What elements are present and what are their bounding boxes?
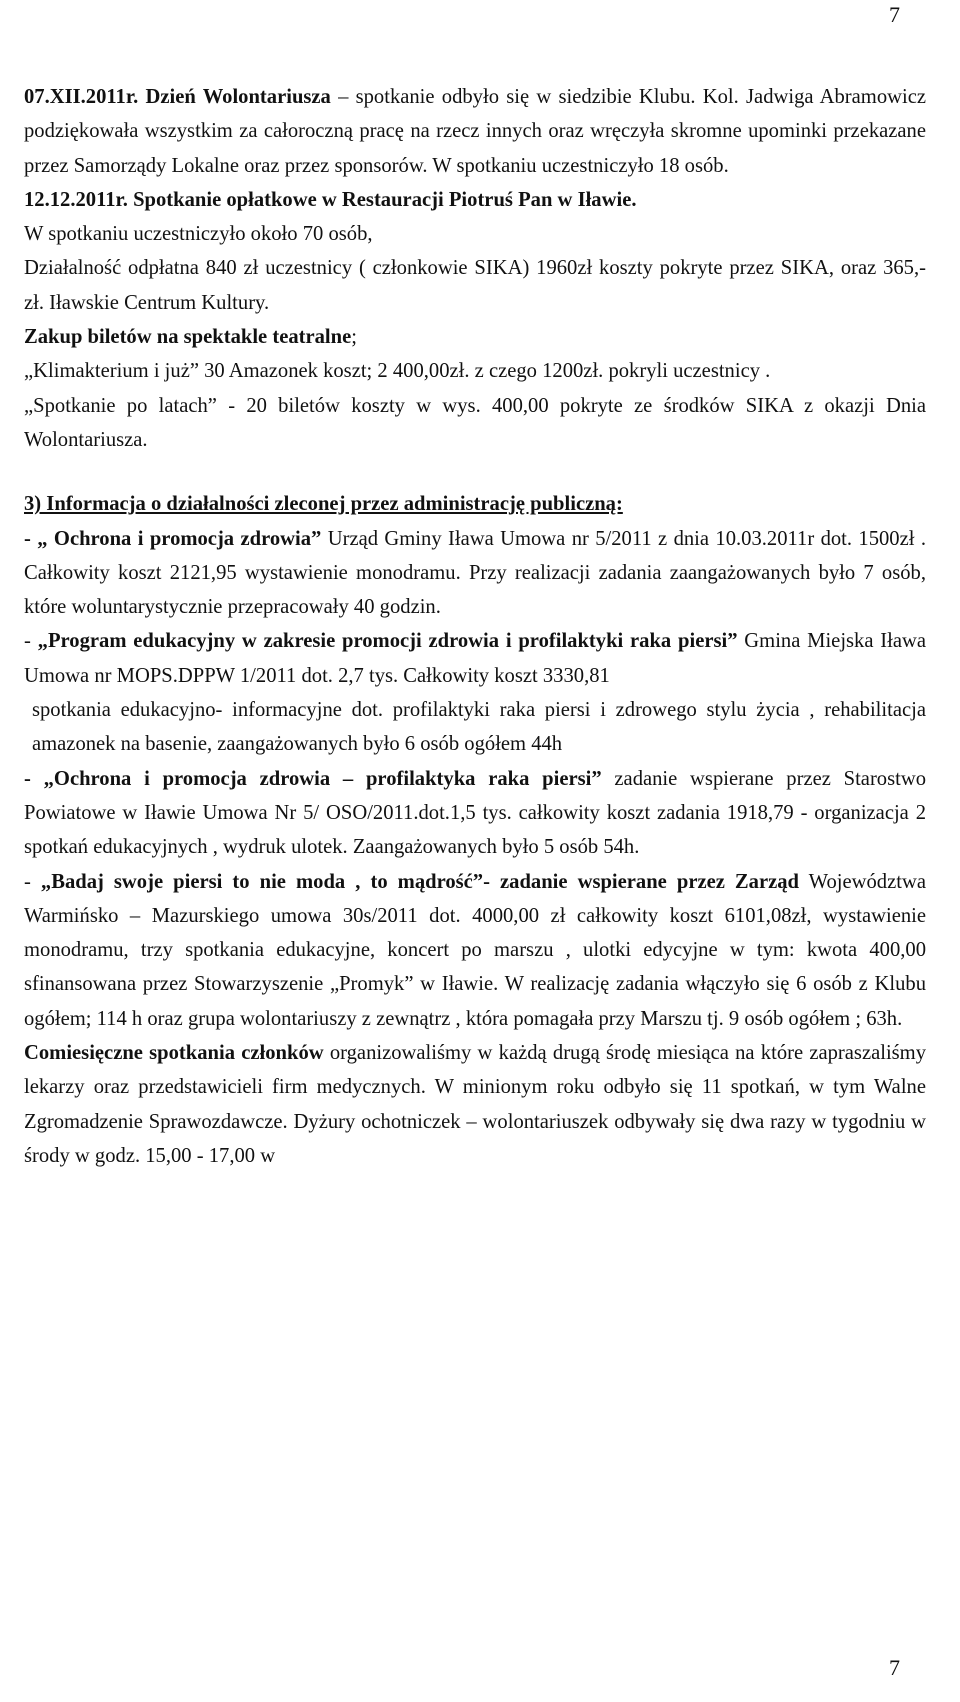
event-date: 07.XII.2011r.: [24, 86, 139, 108]
item2-text: Gmina Miejska Iława Umowa nr MOPS.DPPW 1/2011 dot. 2,7 tys. Całkowity koszt 3330,81: [24, 630, 927, 687]
event-description: – spotkanie odbyło się w siedzibie Klubu. Kol. Jadwiga Abramowicz podziękowała wszystkim za całoroczną pracę na rzecz innych oraz wręczyła skromne upominki przekazane przez Samorządy Lokalne oraz przez sponsorów. W spotkaniu uczestniczyło 18 osób.: [24, 86, 926, 177]
paragraph-item4: [24, 865, 926, 1036]
page-number-bottom: 7: [889, 1655, 900, 1680]
item3-title: „Ochrona i promocja zdrowia – profilaktyka raka piersi”: [43, 767, 602, 790]
monthly-meetings-text: organizowaliśmy w każdą drugą środę miesiąca na które zapraszaliśmy lekarzy oraz przedstawicieli firm medycznych. W minionym roku odbyło się 11 spotkań, w tym Walne Zgromadzenie Sprawozdawcze. Dyżury ochotniczek – wolontariuszek odbywały się dwa razy w tygodniu w środy w godz. 15,00 - 17,00 w: [24, 1042, 926, 1167]
spacer: [24, 457, 926, 487]
item1-text: Urząd Gminy Iława Umowa nr 5/2011 z dnia 10.03.2011r dot. 1500zł . Całkowity koszt 2121,95 wystawienie monodramu. Przy realizacji zadania zaangażowanych było 7 osób, które woluntarystycznie przepracowały 40 godzin.: [24, 527, 926, 619]
item4-prefix: -: [24, 870, 41, 893]
item3-prefix: -: [24, 767, 44, 790]
paragraph-tickets-spotkanie: „Spotkanie po latach” - 20 biletów koszty w wys. 400,00 pokryte ze środków SIKA z okazji Dnia Wolontariusza.: [24, 394, 926, 451]
document-body: [24, 80, 926, 1173]
paragraph-item3: [24, 762, 926, 865]
paragraph-attendance: W spotkaniu uczestniczyło około 70 osób,: [24, 223, 373, 246]
monthly-meetings-title: Comiesięczne spotkania członków: [24, 1042, 324, 1065]
section3-heading-line: [24, 487, 926, 521]
section3-heading: 3) Informacja o działalności zleconej przez administrację publiczną:: [24, 493, 623, 516]
paragraph-item2-continued: spotkania edukacyjno- informacyjne dot. profilaktyki raka piersi i zdrowego stylu życia , rehabilitacja amazonek na basenie, zaangażowanych było 6 osób ogółem 44h: [32, 699, 926, 756]
tickets-heading-suffix: ;: [351, 326, 357, 349]
event-title: Dzień Wolontariusza: [145, 86, 331, 108]
paragraph-tickets-heading: [24, 320, 926, 354]
item2-title: „Program edukacyjny w zakresie promocji zdrowia i profilaktyki raka piersi”: [37, 630, 738, 653]
item1-prefix: -: [24, 527, 38, 550]
item4-title: „Badaj swoje piersi to nie moda , to mądrość”- zadanie wspierane przez Zarząd: [40, 870, 799, 893]
page-number-top: 7: [889, 2, 900, 27]
christmas-meeting-heading: 12.12.2011r. Spotkanie opłatkowe w Restauracji Piotruś Pan w Iławie.: [24, 188, 637, 211]
item1-title: „ Ochrona i promocja zdrowia”: [37, 527, 322, 550]
item2-prefix: -: [24, 630, 38, 653]
item3-text: zadanie wspierane przez Starostwo Powiatowe w Iławie Umowa Nr 5/ OSO/2011.dot.1,5 tys. całkowity koszt zadania 1918,79 - organizacja 2 spotkań edukacyjnych , wydruk ulotek. Zaangażowanych było 5 osób 54h.: [24, 767, 927, 859]
paragraph-tickets-klimakterium: „Klimakterium i już” 30 Amazonek koszt; 2 400,00zł. z czego 1200zł. pokryli uczestnicy .: [24, 360, 771, 383]
paragraph-volunteer-day: [24, 80, 926, 183]
paragraph-item2: [24, 624, 926, 693]
paragraph-item1: [24, 522, 926, 625]
item4-text: Województwa Warmińsko – Mazurskiego umowa 30s/2011 dot. 4000,00 zł całkowity koszt 6101,08zł, wystawienie monodramu, trzy spotkania edukacyjne, koncert po marszu , ulotki edycyjne w tym: kwota 400,00 sfinansowana przez Stowarzyszenie „Promyk” w Iławie. W realizację zadania włączyło się 6 osób z Klubu ogółem; 114 h oraz grupa wolontariuszy z zewnątrz , która pomagała przy Marszu tj. 9 osób ogółem ; 63h.: [24, 870, 926, 1030]
tickets-heading: Zakup biletów na spektakle teatralne: [24, 326, 352, 349]
paragraph-christmas-heading: [24, 183, 926, 217]
paragraph-monthly-meetings: [24, 1036, 926, 1173]
paragraph-paid-activity: Działalność odpłatna 840 zł uczestnicy ( członkowie SIKA) 1960zł koszty pokryte przez SIKA, oraz 365,- zł. Iławskie Centrum Kultury.: [24, 257, 926, 314]
